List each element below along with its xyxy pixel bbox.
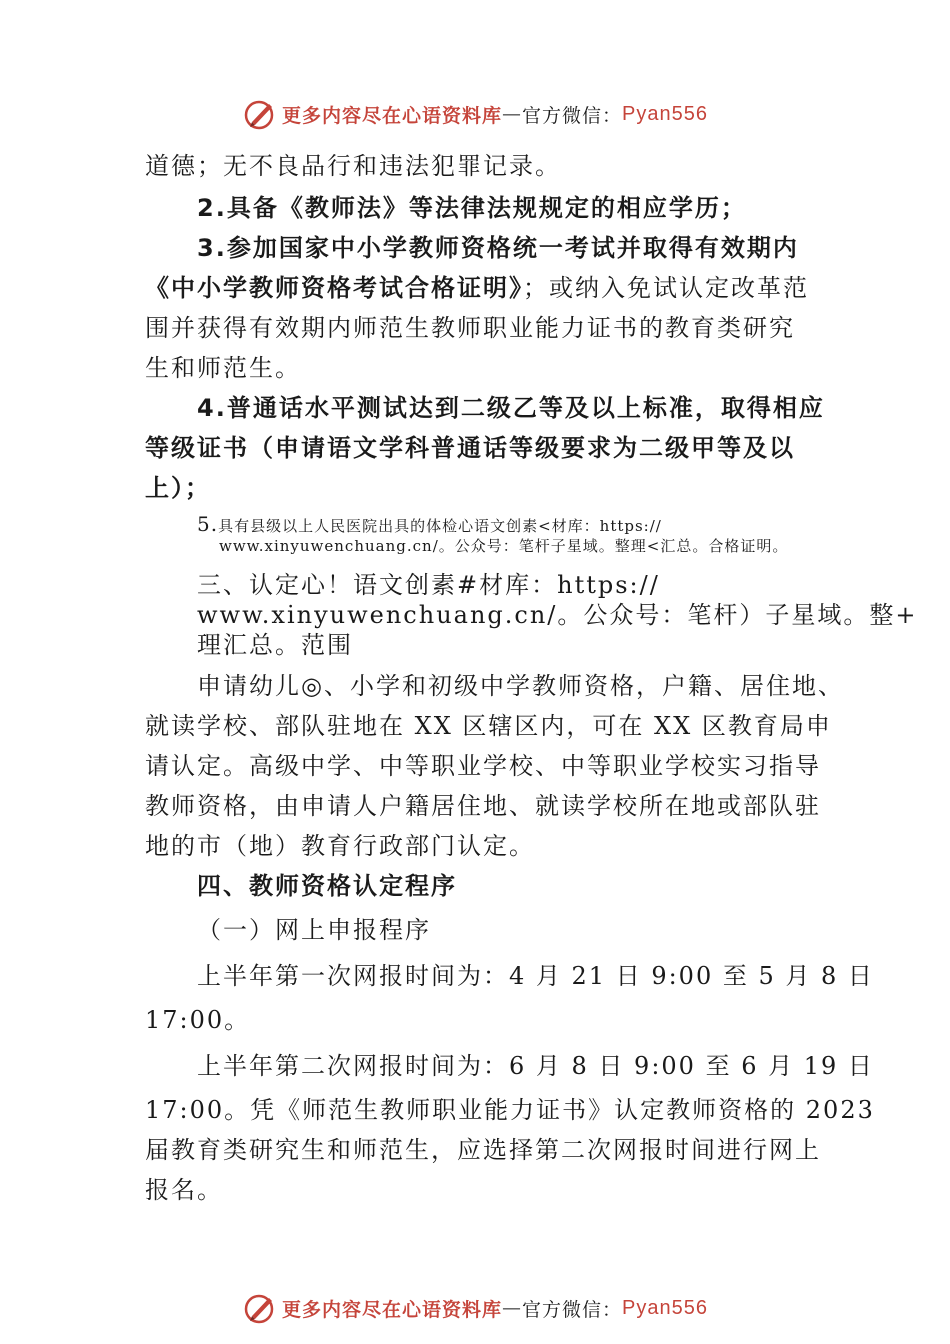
document-body xyxy=(145,146,918,1210)
text-line: 上）； xyxy=(145,474,211,502)
text-line: 上半年第二次网报时间为：6 月 8 日 9:00 至 6 月 19 日 xyxy=(197,1052,874,1080)
header-separator: — xyxy=(502,103,523,125)
text-line: 上半年第一次网报时间为：4 月 21 日 9:00 至 5 月 8 日 xyxy=(197,962,874,990)
footer-wechat-id: Pyan556 xyxy=(622,1296,708,1319)
item-4: 4.普通话水平测试达到二级乙等及以上标准，取得相应 xyxy=(197,394,825,422)
text-line: 报名。 xyxy=(145,1176,223,1204)
certificate-title: 《中小学教师资格考试合格证明》 xyxy=(145,274,523,302)
text-line: 围并获得有效期内师范生教师职业能力证书的教育类研究 xyxy=(145,314,795,342)
item-2: 2.具备《教师法》等法律法规规定的相应学历； xyxy=(197,194,747,222)
text-line xyxy=(145,268,810,308)
text-line: 17:00。 xyxy=(145,1006,251,1034)
item-3: 3.参加国家中小学教师资格统一考试并取得有效期内 xyxy=(197,234,799,262)
header-wechat-label: 官方微信： xyxy=(522,104,623,127)
header-wechat-id: Pyan556 xyxy=(622,102,708,125)
text-line: 就读学校、部队驻地在 XX 区辖区内，可在 XX 区教育局申 xyxy=(145,712,832,740)
text-line: 申请幼儿◎、小学和初级中学教师资格，户籍、居住地、 xyxy=(197,672,844,700)
text-line: 教师资格，由申请人户籍居住地、就读学校所在地或部队驻 xyxy=(145,792,821,820)
text-span: ；或纳入免试认定改革范 xyxy=(523,274,809,302)
text-line: 生和师范生。 xyxy=(145,354,301,382)
text-line: 地的市（地）教育行政部门认定。 xyxy=(145,832,535,860)
text-span: 具有县级以上人民医院出具的体检心语文创素<材库：https:// xyxy=(218,517,662,535)
subsection-heading: （一）网上申报程序 xyxy=(197,916,431,944)
footer-brand: 更多内容尽在心语资料库 xyxy=(282,1298,503,1321)
section-3-heading: 三、认定心！语文创素#材库：https:// xyxy=(197,571,660,599)
page-header xyxy=(0,94,950,134)
footer-separator: — xyxy=(502,1297,523,1319)
text-line: 理汇总。范围 xyxy=(197,631,353,659)
item-5 xyxy=(145,514,810,556)
page-footer xyxy=(0,1288,950,1328)
pen-logo-icon xyxy=(242,96,278,132)
pen-logo-icon xyxy=(242,1290,278,1326)
text-line: 道德；无不良品行和违法犯罪记录。 xyxy=(145,152,561,180)
text-line: 等级证书（申请语文学科普通话等级要求为二级甲等及以 xyxy=(145,434,795,462)
text-line: 请认定。高级中学、中等职业学校、中等职业学校实习指导 xyxy=(145,752,821,780)
section-4-heading: 四、教师资格认定程序 xyxy=(197,872,457,900)
text-line: 17:00。凭《师范生教师职业能力证书》认定教师资格的 2023 xyxy=(145,1096,875,1124)
text-line: www.xinyuwenchuang.cn/。公众号：笔杆）子星域。整+ xyxy=(197,601,918,629)
item-5-number: 5. xyxy=(197,512,219,536)
footer-wechat-label: 官方微信： xyxy=(522,1298,623,1321)
header-brand: 更多内容尽在心语资料库 xyxy=(282,104,503,127)
text-line: www.xinyuwenchuang.cn/。公众号：笔杆子星域。整理<汇总。合格证明。 xyxy=(219,537,789,555)
text-line: 届教育类研究生和师范生，应选择第二次网报时间进行网上 xyxy=(145,1136,821,1164)
section-3 xyxy=(145,570,918,660)
